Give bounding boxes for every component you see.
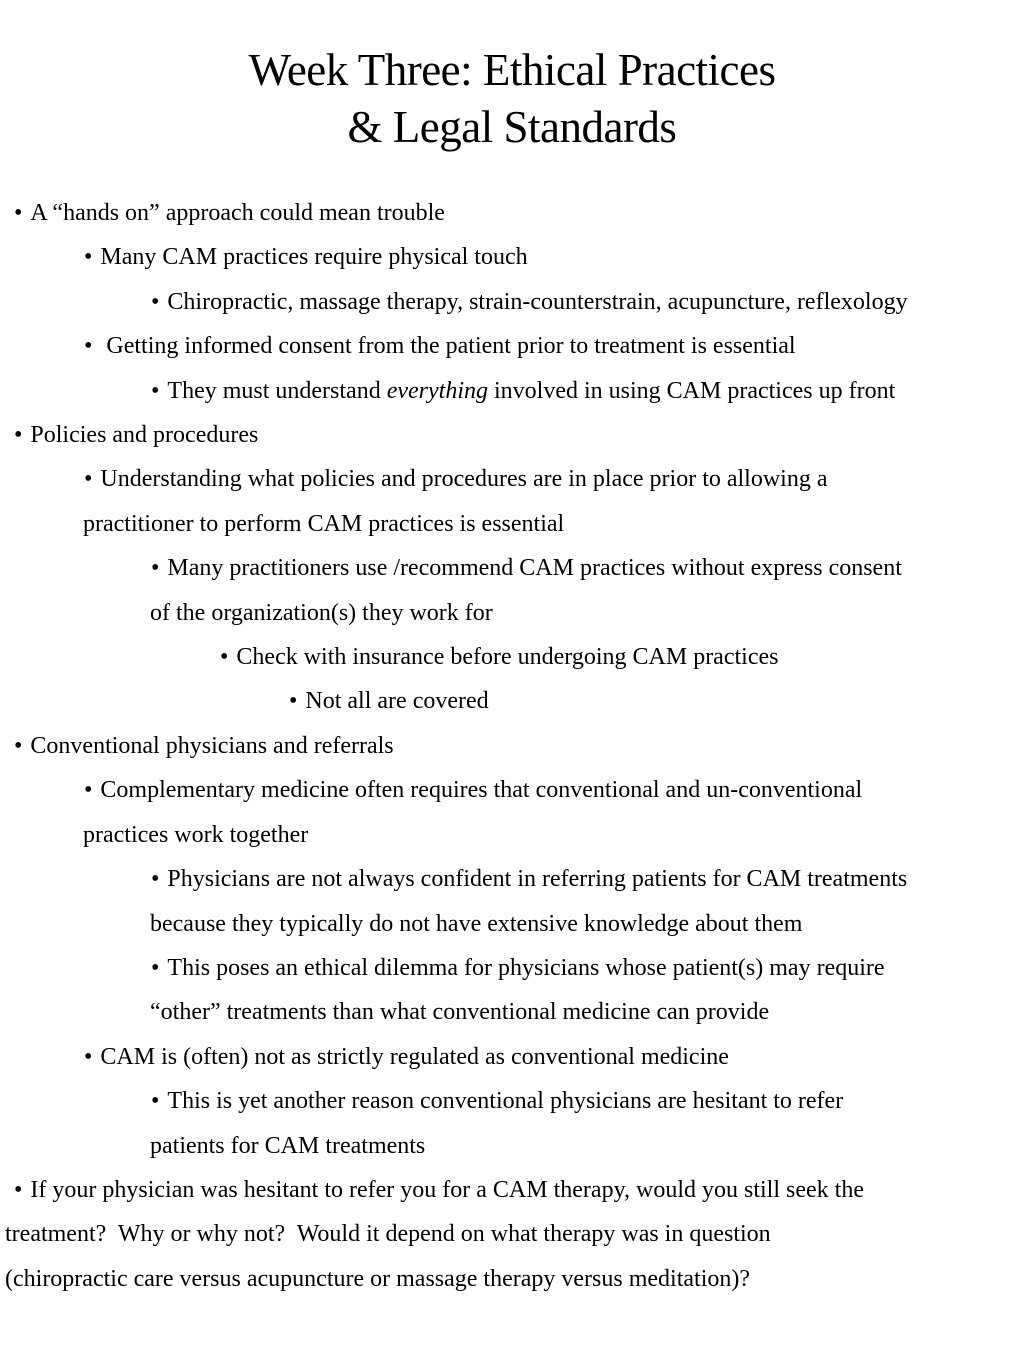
bullet-line: • If your physician was hesitant to refer you for a CAM therapy, would you still seek the [0,1168,1024,1212]
bullet-item-hands-on [0,191,1024,235]
bullet-line: • Conventional physicians and referrals [0,724,1024,768]
bullet-line: • Chiropractic, massage therapy, strain-counterstrain, acupuncture, reflexology [0,280,1024,324]
bullet-item-discussion-question [0,1168,1024,1301]
bullet-item-understanding-policies [0,457,1024,546]
bullet-line: • This poses an ethical dilemma for physicians whose patient(s) may require [0,946,1024,990]
bullet-line: • Getting informed consent from the patient prior to treatment is essential [0,324,1024,368]
bullet-line-continuation: treatment? Why or why not? Would it depend on what therapy was in question [5,1221,771,1248]
bullet-line: • Not all are covered [0,679,1024,723]
bullet-line: • This is yet another reason conventional physicians are hesitant to refer [0,1079,1024,1123]
bullet-line-continuation: “other” treatments than what conventional medicine can provide [150,999,770,1026]
bullet-line: • Check with insurance before undergoing CAM practices [0,635,1024,679]
bullet-line-continuation: practitioner to perform CAM practices is essential [83,510,565,537]
slide-title [0,42,1024,156]
bullet-line: • A “hands on” approach could mean trouble [0,191,1024,235]
text-segment: involved in using CAM practices up front [488,377,896,404]
bullet-item-not-all-covered [0,679,1024,723]
bullet-item-physicians-confidence [0,857,1024,946]
title-line-1: Week Three: Ethical Practices [248,45,776,95]
bullet-line-continuation: because they typically do not have extensive knowledge about them [150,910,803,937]
bullet-item-physical-touch [0,235,1024,279]
bullet-item-informed-consent [0,324,1024,368]
bullet-item-cam-examples [0,280,1024,324]
bullet-item-ethical-dilemma [0,946,1024,1035]
bullet-item-complementary-medicine [0,768,1024,857]
bullet-item-conventional-referrals [0,724,1024,768]
bullet-list [0,191,1024,1301]
bullet-item-cam-regulation [0,1035,1024,1079]
bullet-item-check-insurance [0,635,1024,679]
bullet-line: • Understanding what policies and procedures are in place prior to allowing a [0,457,1024,501]
bullet-line-continuation: practices work together [83,821,309,848]
bullet-line-continuation: (chiropractic care versus acupuncture or massage therapy versus meditation)? [5,1265,751,1292]
text-segment: They must understand [167,377,387,404]
bullet-line: • Physicians are not always confident in referring patients for CAM treatments [0,857,1024,901]
bullet-line-continuation: patients for CAM treatments [150,1132,426,1159]
title-line-2: & Legal Standards [347,102,677,152]
bullet-line [0,369,1024,413]
bullet-line-continuation: of the organization(s) they work for [150,599,493,626]
bullet-item-understand-everything [0,369,1024,413]
bullet-item-hesitant-to-refer [0,1079,1024,1168]
bullet-line: • Complementary medicine often requires that conventional and un-conventional [0,768,1024,812]
bullet-line: • Many CAM practices require physical touch [0,235,1024,279]
bullet-line: • Many practitioners use /recommend CAM practices without express consent [0,546,1024,590]
bullet-line: • Policies and procedures [0,413,1024,457]
italic-text-segment: everything [386,377,488,404]
bullet-item-express-consent [0,546,1024,635]
bullet-line: • CAM is (often) not as strictly regulated as conventional medicine [0,1035,1024,1079]
bullet-item-policies-procedures [0,413,1024,457]
